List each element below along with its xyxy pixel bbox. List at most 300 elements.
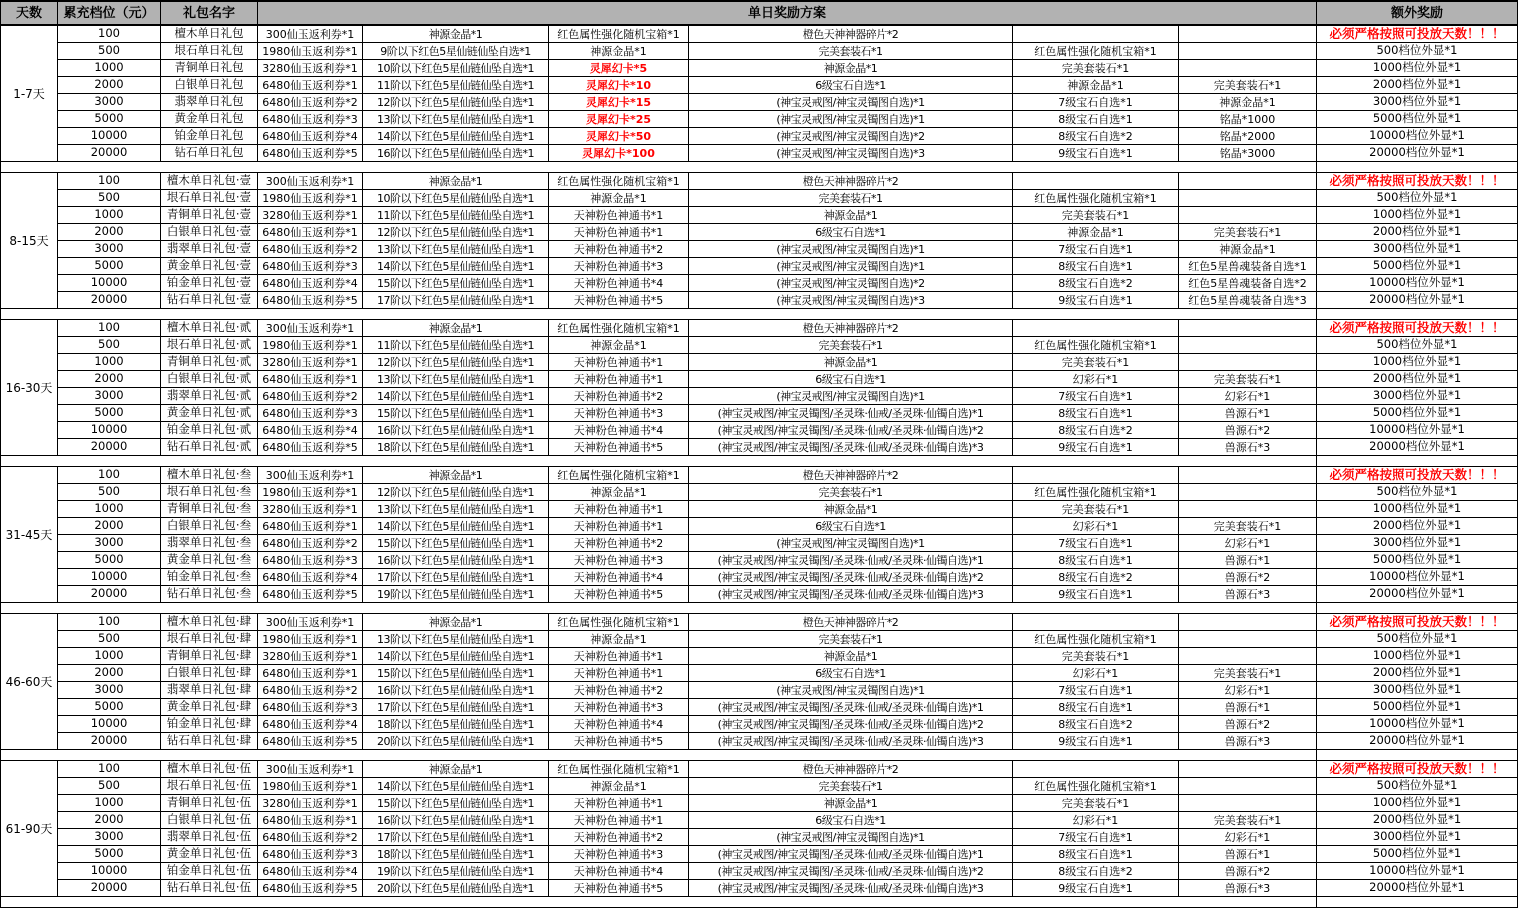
reward-cell: 7级宝石自选*1 — [1013, 535, 1179, 552]
tier-cell: 1000 — [58, 648, 161, 665]
pack-name-cell: 青铜单日礼包·贰 — [161, 354, 258, 371]
extra-cell: 5000档位外显*1 — [1317, 405, 1517, 422]
reward-cell: (神宝灵戒图/神宝灵镯图/圣灵珠·仙戒/圣灵珠·仙镯自选)*2 — [689, 863, 1013, 880]
reward-cell: 3280仙玉返利券*1 — [258, 501, 363, 518]
reward-cell: 幻彩石*1 — [1013, 518, 1179, 535]
reward-cell: 9级宝石自选*1 — [1013, 145, 1179, 162]
table-header-row — [1, 2, 1517, 26]
reward-cell: 6480仙玉返利券*4 — [258, 716, 363, 733]
reward-cell: 300仙玉返利券*1 — [258, 467, 363, 484]
extra-cell: 10000档位外显*1 — [1317, 128, 1517, 145]
reward-cell: 兽源石*1 — [1179, 552, 1317, 569]
extra-cell: 1000档位外显*1 — [1317, 60, 1517, 77]
reward-cell: 1980仙玉返利券*1 — [258, 43, 363, 60]
reward-cell: 完美套装石*1 — [689, 190, 1013, 207]
reward-cell: 红色属性强化随机宝箱*1 — [1013, 337, 1179, 354]
tier-cell: 100 — [58, 26, 161, 43]
reward-cell: 300仙玉返利券*1 — [258, 320, 363, 337]
reward-cell: 6480仙玉返利券*2 — [258, 388, 363, 405]
reward-cell: 6480仙玉返利券*3 — [258, 258, 363, 275]
tier-cell: 20000 — [58, 880, 161, 897]
pack-name-cell: 白银单日礼包 — [161, 77, 258, 94]
reward-cell: 13阶以下红色5星仙链仙坠自选*1 — [363, 241, 549, 258]
reward-cell: 天神粉色神通书*4 — [549, 716, 689, 733]
reward-cell — [1179, 778, 1317, 795]
reward-cell: 神源金晶*1 — [363, 761, 549, 778]
reward-cell: 1980仙玉返利券*1 — [258, 778, 363, 795]
reward-cell: 9级宝石自选*1 — [1013, 586, 1179, 603]
extra-cell: 2000档位外显*1 — [1317, 518, 1517, 535]
pack-name-cell: 翡翠单日礼包 — [161, 94, 258, 111]
reward-cell: 红色5星兽魂装备自选*1 — [1179, 258, 1317, 275]
reward-cell: 6480仙玉返利券*3 — [258, 111, 363, 128]
reward-cell: 6480仙玉返利券*3 — [258, 846, 363, 863]
pack-name-cell: 青铜单日礼包·伍 — [161, 795, 258, 812]
reward-cell: (神宝灵戒图/神宝灵镯图/圣灵珠·仙戒/圣灵珠·仙镯自选)*2 — [689, 716, 1013, 733]
extra-column-edge — [1316, 309, 1517, 319]
extra-cell: 10000档位外显*1 — [1317, 863, 1517, 880]
days-cell: 31-45天 — [1, 467, 58, 603]
reward-cell: 8级宝石自选*1 — [1013, 552, 1179, 569]
reward-cell: 6480仙玉返利券*5 — [258, 145, 363, 162]
reward-cell: 兽源石*3 — [1179, 733, 1317, 750]
reward-cell: 17阶以下红色5星仙链仙坠自选*1 — [363, 292, 549, 309]
reward-cell: 红色属性强化随机宝箱*1 — [1013, 43, 1179, 60]
reward-cell: 红色属性强化随机宝箱*1 — [549, 467, 689, 484]
reward-cell: 17阶以下红色5星仙链仙坠自选*1 — [363, 569, 549, 586]
tier-block — [1, 467, 1517, 603]
reward-cell: 10阶以下红色5星仙链仙坠自选*1 — [363, 60, 549, 77]
extra-cell: 必须严格按照可投放天数！！！ — [1317, 614, 1517, 631]
pack-name-cell: 钻石单日礼包·肆 — [161, 733, 258, 750]
pack-name-cell: 铂金单日礼包·壹 — [161, 275, 258, 292]
pack-name-cell: 铂金单日礼包·叁 — [161, 569, 258, 586]
reward-cell: 6级宝石自选*1 — [689, 812, 1013, 829]
extra-cell: 必须严格按照可投放天数！！！ — [1317, 467, 1517, 484]
extra-cell: 10000档位外显*1 — [1317, 716, 1517, 733]
reward-cell: 3280仙玉返利券*1 — [258, 207, 363, 224]
extra-cell: 5000档位外显*1 — [1317, 258, 1517, 275]
reward-cell: 18阶以下红色5星仙链仙坠自选*1 — [363, 846, 549, 863]
reward-cell: 6480仙玉返利券*5 — [258, 586, 363, 603]
pack-name-cell: 檀木单日礼包·叁 — [161, 467, 258, 484]
reward-cell: 灵犀幻卡*50 — [549, 128, 689, 145]
pack-name-cell: 檀木单日礼包 — [161, 26, 258, 43]
reward-cell: 神源金晶*1 — [1013, 224, 1179, 241]
reward-cell: 神源金晶*1 — [689, 60, 1013, 77]
reward-cell: 天神粉色神通书*4 — [549, 275, 689, 292]
pack-name-cell: 翡翠单日礼包·叁 — [161, 535, 258, 552]
tier-cell: 5000 — [58, 846, 161, 863]
reward-cell: 12阶以下红色5星仙链仙坠自选*1 — [363, 484, 549, 501]
days-cell: 16-30天 — [1, 320, 58, 456]
reward-cell: (神宝灵戒图/神宝灵镯图/圣灵珠·仙戒/圣灵珠·仙镯自选)*1 — [689, 699, 1013, 716]
reward-cell: 完美套装石*1 — [1013, 60, 1179, 77]
reward-cell: (神宝灵戒图/神宝灵镯图/圣灵珠·仙戒/圣灵珠·仙镯自选)*2 — [689, 422, 1013, 439]
reward-cell: (神宝灵戒图/神宝灵镯图/圣灵珠·仙戒/圣灵珠·仙镯自选)*1 — [689, 405, 1013, 422]
reward-cell: 6级宝石自选*1 — [689, 518, 1013, 535]
reward-cell: 14阶以下红色5星仙链仙坠自选*1 — [363, 778, 549, 795]
reward-cell: 6480仙玉返利券*3 — [258, 699, 363, 716]
tier-cell: 5000 — [58, 552, 161, 569]
reward-cell: 9级宝石自选*1 — [1013, 292, 1179, 309]
reward-cell: 7级宝石自选*1 — [1013, 829, 1179, 846]
reward-cell: 橙色天神神器碎片*2 — [689, 26, 1013, 43]
reward-cell: 红色属性强化随机宝箱*1 — [1013, 484, 1179, 501]
reward-cell: 完美套装石*1 — [689, 778, 1013, 795]
extra-cell: 1000档位外显*1 — [1317, 501, 1517, 518]
block-separator — [1, 456, 1517, 467]
reward-cell: 6480仙玉返利券*4 — [258, 569, 363, 586]
reward-cell: 灵犀幻卡*100 — [549, 145, 689, 162]
pack-name-cell: 檀木单日礼包·壹 — [161, 173, 258, 190]
reward-cell: 13阶以下红色5星仙链仙坠自选*1 — [363, 371, 549, 388]
pack-name-cell: 垠石单日礼包·伍 — [161, 778, 258, 795]
tier-cell: 1000 — [58, 354, 161, 371]
tier-block — [1, 173, 1517, 309]
tier-cell: 10000 — [58, 128, 161, 145]
tier-cell: 10000 — [58, 863, 161, 880]
pack-name-cell: 黄金单日礼包 — [161, 111, 258, 128]
extra-cell: 5000档位外显*1 — [1317, 699, 1517, 716]
extra-cell: 500档位外显*1 — [1317, 337, 1517, 354]
reward-cell — [1013, 467, 1179, 484]
pack-name-cell: 白银单日礼包·贰 — [161, 371, 258, 388]
reward-cell: 7级宝石自选*1 — [1013, 682, 1179, 699]
reward-cell: 神源金晶*1 — [689, 648, 1013, 665]
reward-cell: 7级宝石自选*1 — [1013, 388, 1179, 405]
reward-cell: 神源金晶*1 — [689, 795, 1013, 812]
reward-cell: 完美套装石*1 — [1179, 371, 1317, 388]
reward-cell: (神宝灵戒图/神宝灵镯图自选)*1 — [689, 388, 1013, 405]
reward-cell: 12阶以下红色5星仙链仙坠自选*1 — [363, 354, 549, 371]
reward-cell: 天神粉色神通书*3 — [549, 258, 689, 275]
reward-cell: 7级宝石自选*1 — [1013, 94, 1179, 111]
reward-cell — [1179, 190, 1317, 207]
reward-cell: (神宝灵戒图/神宝灵镯图自选)*1 — [689, 111, 1013, 128]
pack-name-cell: 白银单日礼包·伍 — [161, 812, 258, 829]
reward-cell: 6480仙玉返利券*2 — [258, 535, 363, 552]
extra-cell: 2000档位外显*1 — [1317, 371, 1517, 388]
extra-cell: 1000档位外显*1 — [1317, 648, 1517, 665]
extra-cell: 必须严格按照可投放天数！！！ — [1317, 26, 1517, 43]
reward-cell — [1179, 320, 1317, 337]
tier-block — [1, 761, 1517, 897]
reward-cell: 天神粉色神通书*1 — [549, 354, 689, 371]
reward-cell: 铭晶*1000 — [1179, 111, 1317, 128]
reward-cell: 兽源石*1 — [1179, 846, 1317, 863]
reward-cell: 18阶以下红色5星仙链仙坠自选*1 — [363, 439, 549, 456]
reward-cell: 幻彩石*1 — [1013, 812, 1179, 829]
tier-cell: 2000 — [58, 518, 161, 535]
extra-cell: 500档位外显*1 — [1317, 43, 1517, 60]
reward-cell: 6480仙玉返利券*1 — [258, 665, 363, 682]
reward-cell: 兽源石*3 — [1179, 439, 1317, 456]
extra-cell: 3000档位外显*1 — [1317, 241, 1517, 258]
reward-cell: 1980仙玉返利券*1 — [258, 631, 363, 648]
reward-cell: 16阶以下红色5星仙链仙坠自选*1 — [363, 145, 549, 162]
reward-cell: 天神粉色神通书*3 — [549, 846, 689, 863]
reward-cell: 神源金晶*1 — [549, 190, 689, 207]
tier-block — [1, 320, 1517, 456]
reward-cell — [1179, 501, 1317, 518]
reward-cell: 天神粉色神通书*5 — [549, 586, 689, 603]
pack-name-cell: 铂金单日礼包·伍 — [161, 863, 258, 880]
extra-cell: 5000档位外显*1 — [1317, 846, 1517, 863]
reward-cell — [1013, 173, 1179, 190]
extra-cell: 5000档位外显*1 — [1317, 552, 1517, 569]
reward-cell: 神源金晶*1 — [363, 173, 549, 190]
reward-cell: 6480仙玉返利券*4 — [258, 275, 363, 292]
reward-cell: 6480仙玉返利券*2 — [258, 829, 363, 846]
reward-cell: 16阶以下红色5星仙链仙坠自选*1 — [363, 682, 549, 699]
tier-cell: 100 — [58, 761, 161, 778]
pack-name-cell: 垠石单日礼包·贰 — [161, 337, 258, 354]
tier-cell: 20000 — [58, 439, 161, 456]
pack-name-cell: 钻石单日礼包 — [161, 145, 258, 162]
reward-cell: 6480仙玉返利券*2 — [258, 241, 363, 258]
pack-name-cell: 青铜单日礼包 — [161, 60, 258, 77]
tier-cell: 20000 — [58, 586, 161, 603]
header-pack-name: 礼包名字 — [161, 2, 258, 24]
extra-cell: 3000档位外显*1 — [1317, 682, 1517, 699]
tier-cell: 2000 — [58, 77, 161, 94]
table-body — [1, 26, 1517, 908]
reward-cell: 1980仙玉返利券*1 — [258, 190, 363, 207]
reward-cell: 天神粉色神通书*2 — [549, 388, 689, 405]
reward-cell: (神宝灵戒图/神宝灵镯图自选)*1 — [689, 241, 1013, 258]
reward-cell: 15阶以下红色5星仙链仙坠自选*1 — [363, 795, 549, 812]
extra-cell: 500档位外显*1 — [1317, 190, 1517, 207]
reward-cell: 兽源石*2 — [1179, 422, 1317, 439]
extra-cell: 2000档位外显*1 — [1317, 77, 1517, 94]
reward-cell: 15阶以下红色5星仙链仙坠自选*1 — [363, 405, 549, 422]
tier-cell: 20000 — [58, 733, 161, 750]
reward-cell: 17阶以下红色5星仙链仙坠自选*1 — [363, 699, 549, 716]
reward-cell: 完美套装石*1 — [1179, 77, 1317, 94]
reward-cell: 灵犀幻卡*15 — [549, 94, 689, 111]
reward-cell: 神源金晶*1 — [689, 501, 1013, 518]
pack-name-cell: 白银单日礼包·肆 — [161, 665, 258, 682]
reward-cell: 16阶以下红色5星仙链仙坠自选*1 — [363, 422, 549, 439]
reward-cell: 6480仙玉返利券*5 — [258, 292, 363, 309]
reward-cell: 15阶以下红色5星仙链仙坠自选*1 — [363, 275, 549, 292]
tier-cell: 1000 — [58, 60, 161, 77]
reward-cell: 天神粉色神通书*1 — [549, 812, 689, 829]
reward-cell — [1179, 60, 1317, 77]
reward-cell — [1179, 207, 1317, 224]
reward-cell: 神源金晶*1 — [689, 207, 1013, 224]
extra-cell: 1000档位外显*1 — [1317, 354, 1517, 371]
reward-cell: 天神粉色神通书*3 — [549, 699, 689, 716]
pack-name-cell: 白银单日礼包·壹 — [161, 224, 258, 241]
reward-cell: 20阶以下红色5星仙链仙坠自选*1 — [363, 733, 549, 750]
reward-cell: 20阶以下红色5星仙链仙坠自选*1 — [363, 880, 549, 897]
reward-cell — [1179, 614, 1317, 631]
reward-cell: 14阶以下红色5星仙链仙坠自选*1 — [363, 648, 549, 665]
reward-cell: 神源金晶*1 — [549, 43, 689, 60]
reward-cell: 天神粉色神通书*3 — [549, 552, 689, 569]
reward-cell: 红色属性强化随机宝箱*1 — [549, 173, 689, 190]
reward-cell: 6480仙玉返利券*1 — [258, 224, 363, 241]
reward-cell — [1179, 648, 1317, 665]
extra-cell: 5000档位外显*1 — [1317, 111, 1517, 128]
reward-cell: (神宝灵戒图/神宝灵镯图/圣灵珠·仙戒/圣灵珠·仙镯自选)*3 — [689, 439, 1013, 456]
reward-cell: 橙色天神神器碎片*2 — [689, 614, 1013, 631]
tier-cell: 2000 — [58, 224, 161, 241]
pack-name-cell: 檀木单日礼包·贰 — [161, 320, 258, 337]
pack-name-cell: 黄金单日礼包·壹 — [161, 258, 258, 275]
reward-cell: 完美套装石*1 — [1179, 518, 1317, 535]
reward-cell: (神宝灵戒图/神宝灵镯图自选)*1 — [689, 258, 1013, 275]
extra-column-edge — [1316, 897, 1517, 907]
header-tier: 累充档位（元） — [58, 2, 161, 24]
reward-cell: 18阶以下红色5星仙链仙坠自选*1 — [363, 716, 549, 733]
reward-cell: 16阶以下红色5星仙链仙坠自选*1 — [363, 812, 549, 829]
extra-cell: 500档位外显*1 — [1317, 778, 1517, 795]
reward-cell: 神源金晶*1 — [689, 354, 1013, 371]
reward-cell: 天神粉色神通书*1 — [549, 648, 689, 665]
reward-cell: 橙色天神神器碎片*2 — [689, 173, 1013, 190]
extra-cell: 2000档位外显*1 — [1317, 665, 1517, 682]
tier-cell: 3000 — [58, 94, 161, 111]
reward-cell: 8级宝石自选*1 — [1013, 111, 1179, 128]
reward-cell: 天神粉色神通书*3 — [549, 405, 689, 422]
reward-cell: 天神粉色神通书*5 — [549, 733, 689, 750]
reward-cell: (神宝灵戒图/神宝灵镯图/圣灵珠·仙戒/圣灵珠·仙镯自选)*1 — [689, 552, 1013, 569]
extra-cell: 1000档位外显*1 — [1317, 795, 1517, 812]
tier-cell: 2000 — [58, 665, 161, 682]
block-separator — [1, 162, 1517, 173]
reward-cell: 完美套装石*1 — [1179, 665, 1317, 682]
reward-cell: 完美套装石*1 — [689, 337, 1013, 354]
reward-cell: 19阶以下红色5星仙链仙坠自选*1 — [363, 586, 549, 603]
reward-cell: 红色属性强化随机宝箱*1 — [549, 320, 689, 337]
pack-name-cell: 铂金单日礼包 — [161, 128, 258, 145]
reward-cell: 神源金晶*1 — [549, 484, 689, 501]
tier-cell: 10000 — [58, 422, 161, 439]
reward-cell: 神源金晶*1 — [1013, 77, 1179, 94]
reward-cell: 14阶以下红色5星仙链仙坠自选*1 — [363, 258, 549, 275]
pack-name-cell: 翡翠单日礼包·壹 — [161, 241, 258, 258]
tier-cell: 3000 — [58, 682, 161, 699]
reward-cell: 13阶以下红色5星仙链仙坠自选*1 — [363, 111, 549, 128]
reward-cell: 天神粉色神通书*5 — [549, 439, 689, 456]
extra-cell: 3000档位外显*1 — [1317, 94, 1517, 111]
reward-cell: 6480仙玉返利券*5 — [258, 733, 363, 750]
reward-cell: 红色属性强化随机宝箱*1 — [549, 761, 689, 778]
reward-cell: 天神粉色神通书*1 — [549, 665, 689, 682]
header-daily-plan: 单日奖励方案 — [258, 2, 1317, 24]
reward-cell: 天神粉色神通书*1 — [549, 518, 689, 535]
reward-cell: 兽源石*1 — [1179, 699, 1317, 716]
reward-cell: 11阶以下红色5星仙链仙坠自选*1 — [363, 337, 549, 354]
reward-cell: 完美套装石*1 — [1013, 354, 1179, 371]
reward-cell — [1013, 26, 1179, 43]
tier-cell: 500 — [58, 337, 161, 354]
reward-cell: 11阶以下红色5星仙链仙坠自选*1 — [363, 207, 549, 224]
reward-cell: (神宝灵戒图/神宝灵镯图自选)*1 — [689, 682, 1013, 699]
reward-cell: 8级宝石自选*1 — [1013, 258, 1179, 275]
reward-cell: 完美套装石*1 — [689, 43, 1013, 60]
tier-block — [1, 614, 1517, 750]
reward-cell: (神宝灵戒图/神宝灵镯图自选)*3 — [689, 292, 1013, 309]
reward-cell: 灵犀幻卡*5 — [549, 60, 689, 77]
reward-cell: 6级宝石自选*1 — [689, 665, 1013, 682]
reward-cell: 3280仙玉返利券*1 — [258, 795, 363, 812]
tier-cell: 3000 — [58, 829, 161, 846]
reward-cell: 铭晶*2000 — [1179, 128, 1317, 145]
reward-cell: (神宝灵戒图/神宝灵镯图自选)*1 — [689, 94, 1013, 111]
reward-cell: 6480仙玉返利券*5 — [258, 880, 363, 897]
reward-cell: (神宝灵戒图/神宝灵镯图/圣灵珠·仙戒/圣灵珠·仙镯自选)*3 — [689, 733, 1013, 750]
reward-cell — [1179, 26, 1317, 43]
pack-name-cell: 钻石单日礼包·伍 — [161, 880, 258, 897]
pack-name-cell: 垠石单日礼包·壹 — [161, 190, 258, 207]
reward-cell: 天神粉色神通书*1 — [549, 224, 689, 241]
reward-cell: 6480仙玉返利券*2 — [258, 94, 363, 111]
block-separator — [1, 750, 1517, 761]
pack-name-cell: 翡翠单日礼包·伍 — [161, 829, 258, 846]
reward-cell — [1179, 484, 1317, 501]
reward-cell: 神源金晶*1 — [1179, 94, 1317, 111]
tier-cell: 3000 — [58, 535, 161, 552]
reward-cell — [1179, 795, 1317, 812]
reward-cell: 红色属性强化随机宝箱*1 — [1013, 190, 1179, 207]
reward-cell: 16阶以下红色5星仙链仙坠自选*1 — [363, 552, 549, 569]
extra-cell: 必须严格按照可投放天数！！！ — [1317, 761, 1517, 778]
reward-cell: 6480仙玉返利券*4 — [258, 128, 363, 145]
reward-cell: 天神粉色神通书*1 — [549, 371, 689, 388]
tier-cell: 2000 — [58, 371, 161, 388]
pack-name-cell: 钻石单日礼包·叁 — [161, 586, 258, 603]
reward-cell: 9级宝石自选*1 — [1013, 733, 1179, 750]
reward-cell: 神源金晶*1 — [549, 631, 689, 648]
reward-cell: 19阶以下红色5星仙链仙坠自选*1 — [363, 863, 549, 880]
reward-cell: (神宝灵戒图/神宝灵镯图自选)*1 — [689, 829, 1013, 846]
reward-cell: 6480仙玉返利券*3 — [258, 405, 363, 422]
reward-cell: 8级宝石自选*2 — [1013, 569, 1179, 586]
reward-cell: 红色属性强化随机宝箱*1 — [1013, 631, 1179, 648]
reward-cell: 6480仙玉返利券*5 — [258, 439, 363, 456]
tier-cell: 5000 — [58, 405, 161, 422]
reward-cell — [1179, 43, 1317, 60]
reward-cell: 天神粉色神通书*1 — [549, 501, 689, 518]
reward-cell: 8级宝石自选*1 — [1013, 699, 1179, 716]
reward-cell: 6480仙玉返利券*4 — [258, 422, 363, 439]
reward-cell: 红色属性强化随机宝箱*1 — [549, 26, 689, 43]
pack-name-cell: 垠石单日礼包·肆 — [161, 631, 258, 648]
reward-cell: 完美套装石*1 — [1013, 795, 1179, 812]
reward-cell: 神源金晶*1 — [363, 467, 549, 484]
tier-cell: 100 — [58, 614, 161, 631]
pack-name-cell: 黄金单日礼包·伍 — [161, 846, 258, 863]
tier-cell: 100 — [58, 467, 161, 484]
reward-cell: 橙色天神神器碎片*2 — [689, 320, 1013, 337]
pack-name-cell: 檀木单日礼包·伍 — [161, 761, 258, 778]
reward-cell: 完美套装石*1 — [1179, 224, 1317, 241]
extra-column-edge — [1316, 603, 1517, 613]
reward-cell — [1179, 467, 1317, 484]
pack-name-cell: 白银单日礼包·叁 — [161, 518, 258, 535]
extra-cell: 20000档位外显*1 — [1317, 880, 1517, 897]
reward-cell: 13阶以下红色5星仙链仙坠自选*1 — [363, 631, 549, 648]
reward-cell: 6480仙玉返利券*3 — [258, 552, 363, 569]
pack-name-cell: 铂金单日礼包·贰 — [161, 422, 258, 439]
reward-cell: 1980仙玉返利券*1 — [258, 337, 363, 354]
extra-cell: 1000档位外显*1 — [1317, 207, 1517, 224]
reward-cell: 6480仙玉返利券*1 — [258, 518, 363, 535]
